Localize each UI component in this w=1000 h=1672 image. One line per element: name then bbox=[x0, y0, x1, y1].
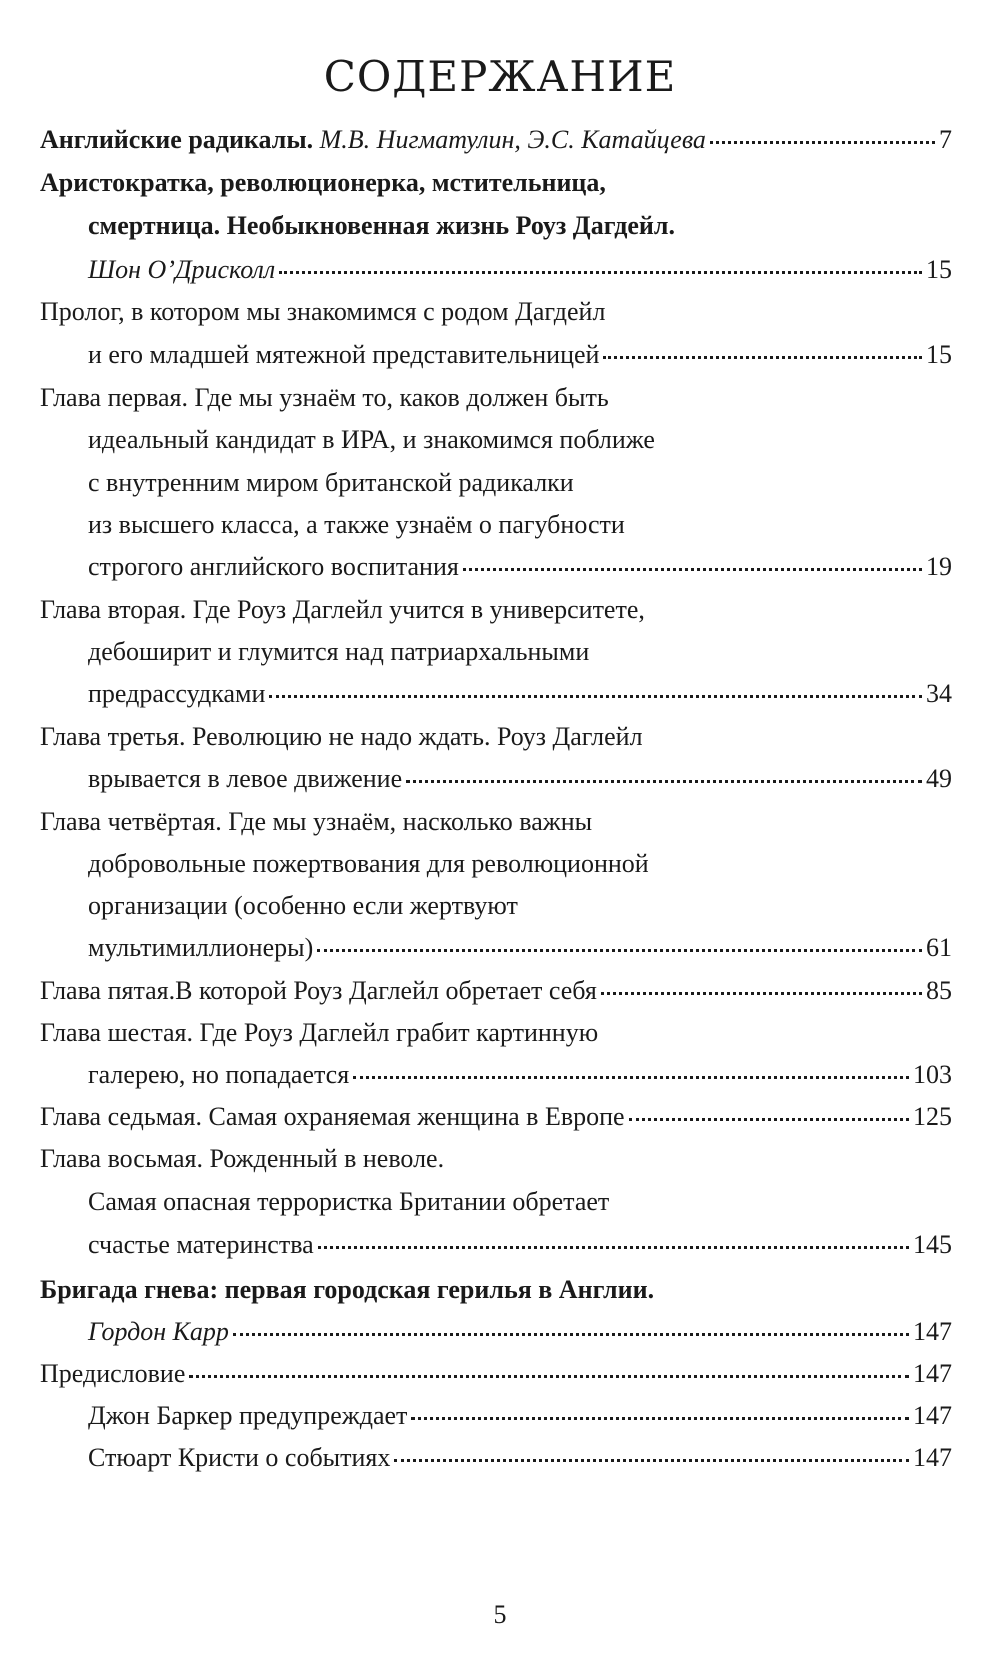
toc-entry bbox=[88, 1396, 952, 1436]
toc-entry-title: счастье материнства bbox=[88, 1230, 314, 1259]
dot-leader bbox=[318, 1246, 909, 1249]
toc-entry bbox=[40, 292, 952, 332]
toc-page-number: 147 bbox=[913, 1359, 952, 1388]
toc-entry-title: Глава четвёртая. Где мы узнаём, насколько важны bbox=[40, 807, 593, 836]
dot-leader bbox=[603, 356, 922, 359]
toc-entry-author: М.В. Нигматулин, Э.С. Катайцева bbox=[319, 125, 706, 154]
toc-page-number: 145 bbox=[913, 1230, 952, 1259]
toc-entry bbox=[88, 463, 952, 503]
dot-leader bbox=[189, 1375, 909, 1378]
toc-entry bbox=[88, 547, 952, 587]
toc-entry bbox=[88, 420, 952, 460]
toc-entry bbox=[88, 674, 952, 714]
toc-entry-title: предрассудками bbox=[88, 679, 266, 708]
page-number: 5 bbox=[493, 1600, 507, 1629]
toc-entry-title: Глава восьмая. Рожденный в неволе. bbox=[40, 1144, 445, 1173]
toc-entry bbox=[88, 206, 952, 246]
toc-entry-title: мультимиллионеры) bbox=[88, 933, 314, 962]
toc-entry bbox=[88, 759, 952, 799]
toc-entry bbox=[40, 1270, 952, 1310]
toc-entry-title: Предисловие bbox=[40, 1359, 186, 1388]
toc-entry-title: из высшего класса, а также узнаём о пагубности bbox=[88, 510, 625, 539]
toc-entry-title: Глава первая. Где мы узнаём то, каков должен быть bbox=[40, 383, 609, 412]
toc-entry bbox=[88, 632, 952, 672]
toc-page-number: 61 bbox=[926, 933, 952, 962]
toc-page-number: 15 bbox=[926, 255, 952, 284]
toc-entry-title: дебоширит и глумится над патриархальными bbox=[88, 637, 590, 666]
toc-entry-title: добровольные пожертвования для революционной bbox=[88, 849, 649, 878]
toc-entry-title: Глава вторая. Где Роуз Даглейл учится в университете, bbox=[40, 595, 645, 624]
toc-page-number: 147 bbox=[913, 1401, 952, 1430]
toc-entry-title: врывается в левое движение bbox=[88, 764, 403, 793]
toc-entry bbox=[40, 1139, 952, 1179]
toc-entry-title: Стюарт Кристи о событиях bbox=[88, 1443, 391, 1472]
toc-page-number: 19 bbox=[926, 552, 952, 581]
toc-entry bbox=[40, 163, 952, 203]
toc-entry bbox=[88, 1225, 952, 1265]
dot-leader bbox=[463, 568, 922, 571]
toc-entry bbox=[40, 378, 952, 418]
toc-entry-author: Гордон Карр bbox=[88, 1317, 229, 1346]
toc-entry bbox=[88, 505, 952, 545]
dot-leader bbox=[269, 695, 922, 698]
toc-entry-title: Глава пятая.В которой Роуз Даглейл обретает себя bbox=[40, 976, 597, 1005]
toc-entry bbox=[40, 1097, 952, 1137]
toc-entry-title: Английские радикалы. bbox=[40, 125, 320, 154]
toc-entry-title: Глава третья. Революцию не надо ждать. Роуз Даглейл bbox=[40, 722, 643, 751]
toc-entry bbox=[40, 717, 952, 757]
toc-entry-title: Глава шестая. Где Роуз Даглейл грабит картинную bbox=[40, 1018, 599, 1047]
toc-entry-title: Аристократка, революционерка, мстительница, bbox=[40, 168, 606, 197]
dot-leader bbox=[601, 992, 922, 995]
toc-entry-title: Самая опасная террористка Британии обретает bbox=[88, 1187, 610, 1216]
toc-entry-title: смертница. Необыкновенная жизнь Роуз Дагдейл. bbox=[88, 211, 675, 240]
toc-entry bbox=[88, 1182, 952, 1222]
toc-page-number: 85 bbox=[926, 976, 952, 1005]
dot-leader bbox=[233, 1333, 909, 1336]
toc-entry bbox=[88, 1055, 952, 1095]
toc-entry bbox=[88, 250, 952, 290]
toc-page-number: 49 bbox=[926, 764, 952, 793]
toc-entry-title: строгого английского воспитания bbox=[88, 552, 459, 581]
toc-entry-title: Пролог, в котором мы знакомимся с родом Дагдейл bbox=[40, 297, 606, 326]
toc-entry-title: галерею, но попадается bbox=[88, 1060, 350, 1089]
toc-entry bbox=[88, 1438, 952, 1478]
toc-entry bbox=[40, 802, 952, 842]
toc-page-number: 7 bbox=[939, 125, 952, 154]
toc-entry bbox=[40, 971, 952, 1011]
toc-entry bbox=[40, 1354, 952, 1394]
toc-entry-title: идеальный кандидат в ИРА, и знакомимся поближе bbox=[88, 425, 655, 454]
toc-page-number: 34 bbox=[926, 679, 952, 708]
toc-entry bbox=[88, 1312, 952, 1352]
toc-entry bbox=[40, 1013, 952, 1053]
toc-page-number: 103 bbox=[913, 1060, 952, 1089]
toc-page-number: 125 bbox=[913, 1102, 952, 1131]
toc-entry bbox=[88, 928, 952, 968]
toc-entry-title: Джон Баркер предупреждает bbox=[88, 1401, 408, 1430]
dot-leader bbox=[394, 1459, 909, 1462]
dot-leader bbox=[279, 271, 922, 274]
dot-leader bbox=[629, 1118, 909, 1121]
dot-leader bbox=[411, 1417, 909, 1420]
toc-entry-title: Глава седьмая. Самая охраняемая женщина в Европе bbox=[40, 1102, 625, 1131]
toc-page-number: 147 bbox=[913, 1317, 952, 1346]
toc-page-number: 15 bbox=[926, 340, 952, 369]
dot-leader bbox=[317, 949, 922, 952]
dot-leader bbox=[710, 141, 935, 144]
toc-entry-author: Шон О’Дрисколл bbox=[88, 255, 276, 284]
toc-entry-title: Бригада гнева: первая городская герилья в Англии. bbox=[40, 1275, 655, 1304]
toc-entry bbox=[40, 120, 952, 160]
dot-leader bbox=[406, 780, 922, 783]
toc-entry-title: организации (особенно если жертвуют bbox=[88, 891, 518, 920]
toc-entry bbox=[88, 886, 952, 926]
toc-entry bbox=[88, 844, 952, 884]
toc-entry bbox=[40, 590, 952, 630]
toc-entry bbox=[88, 335, 952, 375]
page-title: СОДЕРЖАНИЕ bbox=[323, 52, 677, 101]
toc-entry-title: с внутренним миром британской радикалки bbox=[88, 468, 574, 497]
dot-leader bbox=[353, 1076, 909, 1079]
toc-entry-title: и его младшей мятежной представительницей bbox=[88, 340, 600, 369]
toc-page-number: 147 bbox=[913, 1443, 952, 1472]
